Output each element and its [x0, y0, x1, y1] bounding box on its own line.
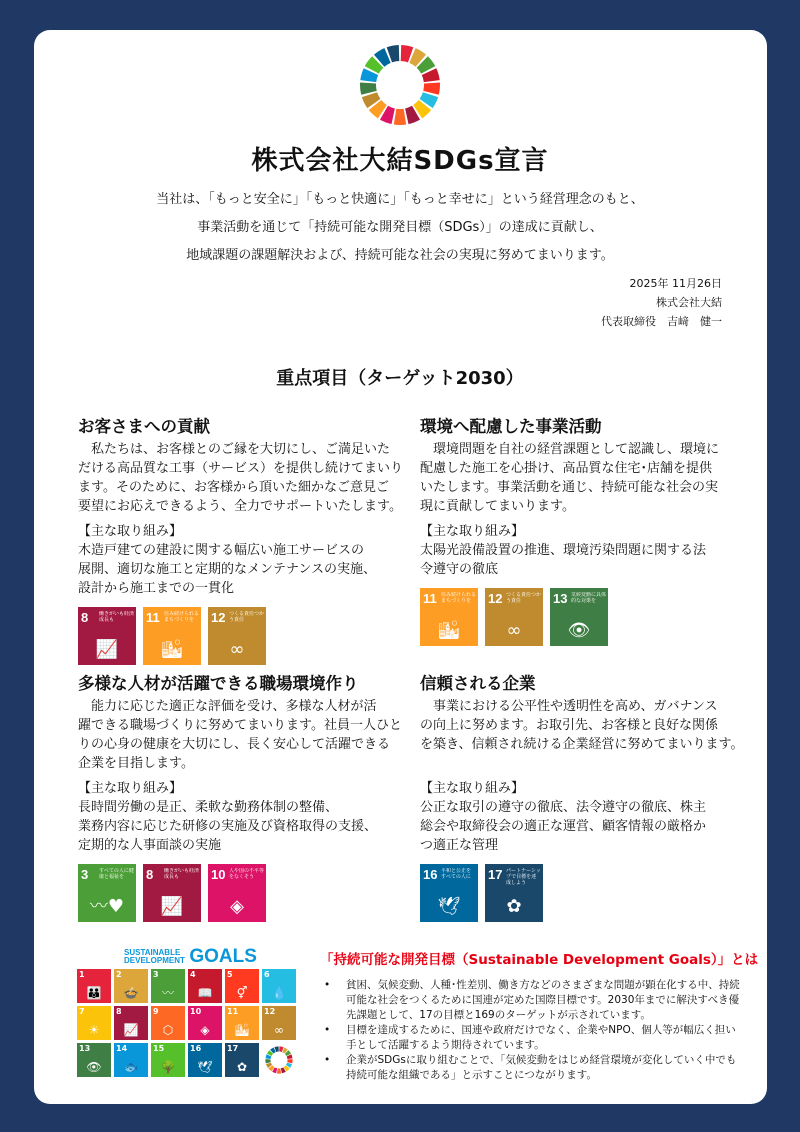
goal-number: 3: [81, 867, 89, 882]
goal-label: 働きがいも経済成長も: [164, 868, 199, 880]
action-line: 定期的な人事面談の実施: [78, 838, 222, 853]
action-line: 公正な取引の遵守の徹底、法令遵守の徹底、株主: [420, 800, 707, 815]
goal-number: 11: [227, 1007, 239, 1016]
goal-number: 8: [116, 1007, 122, 1016]
goal-icon: 📈: [95, 639, 119, 660]
logo-word: GOALS: [189, 946, 257, 967]
goal-icon: 🏙: [234, 1023, 250, 1037]
body-line: ます。そのために、お客様から頂いた細かなご意見ご: [78, 480, 389, 495]
section-body: [78, 440, 403, 516]
goal-icon: 🏙: [437, 620, 461, 641]
goal-number: 7: [79, 1007, 85, 1016]
body-line: 能力に応じた適正な評価を受け、多様な人材が活: [78, 699, 377, 714]
actions-label: 【主な取り組み】: [78, 781, 183, 796]
focus-title: 重点項目（ターゲット2030）: [276, 368, 524, 389]
focus-section: [78, 416, 403, 665]
section-title: 信頼される企業: [420, 674, 536, 693]
sdg-goal-3-tile: [78, 864, 136, 922]
action-line: 木造戸建ての建設に関する幅広い施工サービスの: [78, 543, 365, 558]
wheel-segment: [277, 1068, 281, 1073]
goal-number: 12: [488, 591, 503, 606]
sdg-goal-9-tile: [151, 1006, 185, 1040]
goal-icon: 🌳: [160, 1060, 176, 1074]
section-title: 環境へ配慮した事業活動: [420, 417, 602, 436]
sdg-goal-13-tile: [550, 588, 608, 646]
goal-label: 住み続けられるまちづくりを: [441, 592, 476, 604]
company-name: 株式会社大結: [656, 296, 722, 309]
goal-number: 17: [227, 1044, 239, 1053]
action-line: 長時間労働の是正、柔軟な勤務体制の整備、: [78, 800, 339, 815]
logo-line2: DEVELOPMENT: [124, 956, 185, 965]
goal-number: 9: [153, 1007, 159, 1016]
goal-icon: 🐟: [123, 1060, 139, 1074]
section-body: [78, 697, 402, 773]
sdg-goal-4-tile: [188, 969, 222, 1003]
intro-line: 当社は、「もっと安全に」「もっと快適に」「もっと幸せに」という経営理念のもと、: [156, 192, 644, 207]
goal-icon: ✿: [236, 1060, 248, 1074]
goal-number: 10: [190, 1007, 202, 1016]
sdg-goal-12-tile: [208, 607, 266, 665]
sdg-goal-11-tile: [143, 607, 201, 665]
goal-number: 2: [116, 970, 122, 979]
goal-label: 働きがいも経済成長も: [99, 611, 134, 623]
sdg-goal-16-tile: [420, 864, 478, 922]
wheel-segment: [423, 83, 440, 95]
sdg-goal-12-tile: [485, 588, 543, 646]
goal-label: すべての人に健康と福祉を: [99, 868, 134, 880]
focus-section: [78, 673, 402, 922]
goal-number: 12: [211, 610, 226, 625]
goal-number: 1: [79, 970, 85, 979]
goal-number: 8: [81, 610, 89, 625]
goal-icon: ◈: [230, 896, 244, 917]
sdg-goal-17-tile: [225, 1043, 259, 1077]
sdg-goal-1-tile: [77, 969, 111, 1003]
goal-tiles: [78, 607, 403, 665]
sdg-goal-17-tile: [485, 864, 543, 922]
goal-icon: ⬡: [162, 1023, 174, 1037]
actions-list: [420, 798, 743, 855]
body-line: 躍できる職場づくりに努めてまいります。社員一人ひと: [78, 718, 402, 733]
goal-number: 5: [227, 970, 233, 979]
goal-icon: 📈: [160, 896, 184, 917]
body-line: 要望にお応えできるよう、全力でサポートいたします。: [78, 499, 402, 514]
body-line: 私たちは、お客様とのご縁を大切にし、ご満足いた: [78, 442, 391, 457]
goal-label: つくる責任つかう責任: [229, 611, 264, 623]
goal-tiles: [420, 864, 743, 922]
page-title: 株式会社大結SDGs宣言: [251, 146, 549, 176]
goal-icon: ⚥: [236, 986, 248, 1000]
sdg-goal-8-tile: [78, 607, 136, 665]
goal-number: 8: [146, 867, 154, 882]
intro-statement: [0, 186, 800, 270]
sdg-goal-5-tile: [225, 969, 259, 1003]
body-line: 企業を目指します。: [78, 756, 194, 771]
about-bullet: • 企業がSDGsに取り組むことで、「気候変動をはじめ経営環境が変化していく中でも持続可能な組織である」と示すことにつながります。: [320, 1053, 740, 1083]
wheel-segment: [287, 1059, 292, 1063]
goal-icon: 👁: [567, 620, 591, 641]
goal-icon: 🕊: [197, 1060, 213, 1074]
action-line: 設計から施工までの一貫化: [78, 581, 235, 596]
goal-number: 15: [153, 1044, 165, 1053]
about-bullet: • 貧困、気候変動、人種･性差別、働き方などのさまざまな問題が顕在化する中、持続可能な社会をつくるために国連が定めた国際目標です。2030年までに解決すべき優先課題として、17の目標と169のターゲットが示されています。: [320, 978, 740, 1023]
sdg-goal-8-tile: [143, 864, 201, 922]
sdg-goal-13-tile: [77, 1043, 111, 1077]
goal-number: 13: [553, 591, 568, 606]
sdg-goal-10-tile: [208, 864, 266, 922]
section-body: [420, 697, 743, 754]
goal-icon: 〰: [161, 986, 174, 1000]
goal-icon: 〰♥: [89, 896, 125, 917]
focus-section: [420, 673, 743, 922]
sdg-goal-11-tile: [420, 588, 478, 646]
goal-number: 6: [264, 970, 270, 979]
sdg-goal-8-tile: [114, 1006, 148, 1040]
goal-number: 11: [423, 591, 437, 606]
action-line: 総会や取締役会の適正な運営、顧客情報の厳格か: [420, 819, 707, 834]
body-line: を築き、信頼され続ける企業経営に努めてまいります。: [420, 737, 744, 752]
sustainable-development-goals-logo: [124, 946, 257, 968]
intro-line: 地域課題の課題解決および、持続可能な社会の実現に努めてまいります。: [186, 248, 614, 263]
goal-icon: 🏙: [160, 639, 184, 660]
sdg-goal-16-tile: [188, 1043, 222, 1077]
action-line: つ適正な管理: [420, 838, 499, 853]
action-line: 業務内容に応じた研修の実施及び資格取得の支援、: [78, 819, 378, 834]
sdg-goal-2-tile: [114, 969, 148, 1003]
about-list: [320, 978, 740, 1083]
goal-label: つくる責任つかう責任: [506, 592, 541, 604]
body-line: 環境問題を自社の経営課題として認識し、環境に: [420, 442, 720, 457]
actions-list: [420, 541, 719, 579]
action-line: 令遵守の徹底: [420, 562, 499, 577]
section-title: お客さまへの貢献: [78, 417, 210, 436]
sdg-goal-7-tile: [77, 1006, 111, 1040]
goal-label: 人や国の不平等をなくそう: [229, 868, 264, 880]
sdg-goal-3-tile: [151, 969, 185, 1003]
body-line: 現に貢献してまいります。: [420, 499, 575, 514]
sdgs-goals-grid: [77, 969, 296, 1077]
actions-list: [78, 798, 402, 855]
goal-number: 14: [116, 1044, 128, 1053]
actions-list: [78, 541, 403, 598]
sdg-goal-11-tile: [225, 1006, 259, 1040]
body-line: 配慮した施工を心掛け、高品質な住宅･店舗を提供: [420, 461, 712, 476]
wheel-segment: [360, 83, 377, 95]
about-title: 「持続可能な開発目標（Sustainable Development Goals）」とは: [320, 952, 759, 968]
sdg-goal-15-tile: [151, 1043, 185, 1077]
sdg-goal-10-tile: [188, 1006, 222, 1040]
signature-block: [601, 274, 722, 331]
goal-number: 16: [190, 1044, 202, 1053]
body-line: 事業における公平性や透明性を高め、ガバナンス: [420, 699, 718, 714]
goal-icon: ✿: [506, 896, 522, 917]
goal-icon: ◈: [200, 1023, 210, 1037]
body-line: いたします。事業活動を通じ、持続可能な社会の実: [420, 480, 718, 495]
goal-number: 11: [146, 610, 160, 625]
representative: 代表取締役 吉﨑 健一: [601, 315, 722, 328]
action-line: 太陽光設備設置の推進、環境汚染問題に関する法: [420, 543, 707, 558]
goal-tiles: [420, 588, 719, 646]
goal-number: 3: [153, 970, 159, 979]
sdgs-wheel-logo: [360, 45, 440, 125]
goal-icon: ∞: [229, 639, 245, 660]
actions-label: 【主な取り組み】: [78, 524, 183, 539]
goal-icon: ☀: [88, 1023, 100, 1037]
sdg-goal-6-tile: [262, 969, 296, 1003]
focus-section: [420, 416, 719, 646]
section-body: [420, 440, 719, 516]
goal-label: 平和と公正をすべての人に: [441, 868, 472, 880]
date: 2025年 11月26日: [629, 277, 722, 290]
actions-label: 【主な取り組み】: [420, 524, 525, 539]
actions-label: 【主な取り組み】: [420, 781, 525, 796]
goal-number: 4: [190, 970, 196, 979]
goal-number: 16: [423, 867, 438, 882]
goal-tiles: [78, 864, 402, 922]
about-sdgs: [320, 948, 759, 1083]
body-line: の向上に努めます。お取引先、お客様と良好な関係: [420, 718, 718, 733]
goal-label: パートナーシップで目標を達成しよう: [506, 868, 541, 886]
goal-icon: 👁: [86, 1060, 102, 1074]
goal-icon: ∞: [506, 620, 522, 641]
logo-line1: SUSTAINABLE: [124, 948, 181, 957]
about-bullet: • 目標を達成するために、国連や政府だけでなく、企業やNPO、個人等が幅広く担い手として活躍するよう期待されています。: [320, 1023, 740, 1053]
goal-icon: ∞: [274, 1023, 284, 1037]
goal-icon: 👪: [86, 986, 102, 1000]
wheel-segment: [265, 1059, 270, 1063]
action-line: 展開、適切な施工と定期的なメンテナンスの実施、: [78, 562, 376, 577]
goal-number: 12: [264, 1007, 276, 1016]
sdgs-wheel-small: [262, 1043, 296, 1077]
body-line: りの心身の健康を大切にし、長く安心して活躍できる: [78, 737, 391, 752]
goal-label: 住み続けられるまちづくりを: [164, 611, 199, 623]
goal-number: 10: [211, 867, 226, 882]
intro-line: 事業活動を通じて「持続可能な開発目標（SDGs）」の達成に貢献し、: [197, 220, 603, 235]
goal-number: 17: [488, 867, 503, 882]
goal-icon: 💧: [271, 986, 287, 1000]
goal-icon: 🕊: [437, 896, 461, 917]
goal-label: 気候変動に具体的な対策を: [571, 592, 606, 604]
body-line: だける高品質な工事（サービス）を提供し続けてまいり: [78, 461, 404, 476]
goal-icon: 📖: [197, 986, 213, 1000]
sdg-goal-14-tile: [114, 1043, 148, 1077]
goal-icon: 🍲: [123, 986, 139, 1000]
sdg-goal-12-tile: [262, 1006, 296, 1040]
section-title: 多様な人材が活躍できる職場環境作り: [78, 674, 359, 693]
goal-number: 13: [79, 1044, 91, 1053]
goal-icon: 📈: [123, 1023, 139, 1037]
wheel-segment: [394, 109, 406, 125]
